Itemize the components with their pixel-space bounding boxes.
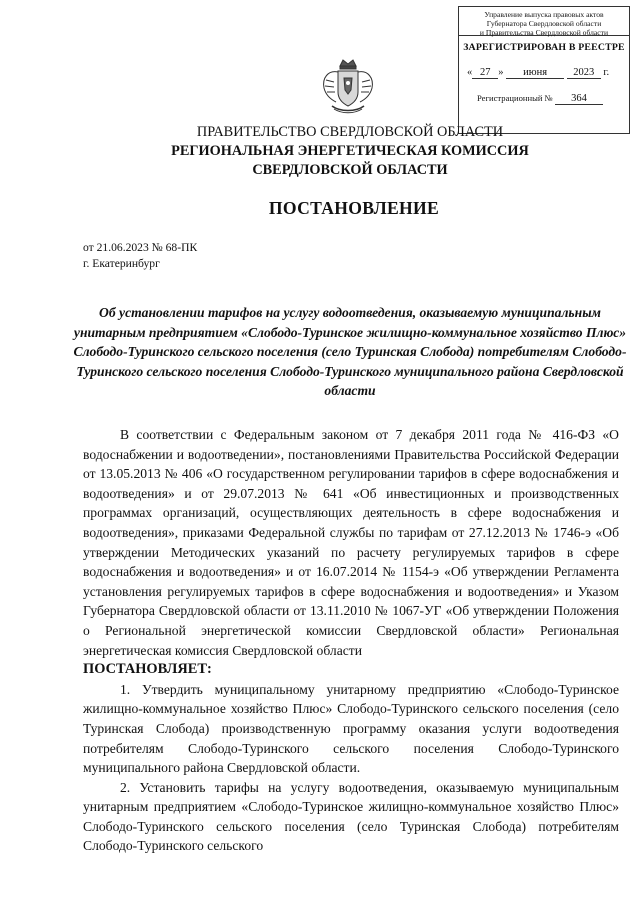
body-item-1: 1. Утвердить муниципальному унитарному предприятию «Слободо-Туринское жилищно-коммунальное хозяйство Плюс» Слободо-Туринского сельского поселения (село Туринская Слобода) производственную программу оказания услуги водоотведения потребителям Слободо-Туринского сельского поселения Слободо-Туринского муниципального района Свердловской области. <box>83 681 619 776</box>
stamp-header-line: и Правительства Свердловской области <box>479 28 609 37</box>
stamp-day: 27 <box>472 67 498 79</box>
org-line-commission: РЕГИОНАЛЬНАЯ ЭНЕРГЕТИЧЕСКАЯ КОМИССИЯ <box>171 143 529 159</box>
stamp-quote-close: » <box>498 67 504 78</box>
document-body <box>83 425 619 856</box>
coat-of-arms-icon <box>318 56 378 118</box>
stamp-header-line: Управление выпуска правовых актов <box>484 10 604 19</box>
org-line-region: СВЕРДЛОВСКОЙ ОБЛАСТИ <box>252 162 448 178</box>
stamp-reg-number <box>459 93 629 105</box>
org-line-government: ПРАВИТЕЛЬСТВО СВЕРДЛОВСКОЙ ОБЛАСТИ <box>196 124 504 140</box>
stamp-registered-label: ЗАРЕГИСТРИРОВАН В РЕЕСТРЕ <box>463 42 625 53</box>
body-item-2: 2. Установить тарифы на услугу водоотведения, оказываемую муниципальным унитарным предприятием «Слободо-Туринское жилищно-коммунальное хозяйство Плюс» Слободо-Туринского сельского поселения (село Туринская Слобода) потребителям Слободо-Туринского сельского <box>83 779 619 854</box>
stamp-reg-number-value: 364 <box>555 93 603 105</box>
body-resolve-heading: ПОСТАНОВЛЯЕТ: <box>83 661 212 678</box>
stamp-date <box>459 67 629 79</box>
stamp-year: 2023 <box>567 67 601 79</box>
stamp-month: июня <box>506 67 564 79</box>
stamp-year-suffix: г. <box>603 67 610 78</box>
stamp-header-line: Губернатора Свердловской области <box>486 19 602 28</box>
stamp-header <box>459 7 629 36</box>
stamp-quote-open: « <box>467 67 473 78</box>
document-city: г. Екатеринбург <box>83 257 160 270</box>
registry-stamp <box>458 6 630 134</box>
stamp-reg-number-label: Регистрационный № <box>477 93 553 103</box>
document-title: Об установлении тарифов на услугу водоотведения, оказываемую муниципальным унитарным предприятием «Слободо-Туринское жилищно-коммунальное хозяйство Плюс» Слободо-Туринского сельского поселения (село Туринская Слобода) потребителям Слободо-Туринского сельского поселения Слободо-Туринского муниципального района Свердловской области <box>73 305 627 399</box>
document-date-number: от 21.06.2023 № 68-ПК <box>83 241 198 254</box>
document-type: ПОСТАНОВЛЕНИЕ <box>268 198 440 218</box>
body-preamble: В соответствии с Федеральным законом от 7 декабря 2011 года № 416-ФЗ «О водоснабжении и водоотведении», постановлениями Правительства Российской Федерации от 13.05.2013 № 406 «О государственном регулировании тарифов в сфере водоснабжения и водоотведения» и от 29.07.2013 № 641 «Об инвестиционных и производственных программах организаций, осуществляющих деятельность в сфере водоснабжения и водоотведения», приказами Федеральной службы по тарифам от 27.12.2013 № 1746-э «Об утверждении Методических указаний по расчету регулируемых тарифов в сфере водоснабжения и водоотведения» и от 16.07.2014 № 1154-э «Об утверждении Регламента установления регулируемых тарифов в сфере водоснабжения и водоотведения» и Указом Губернатора Свердловской области от 13.11.2010 № 1067-УГ «Об утверждении Положения о Региональной энергетической комиссии Свердловской области» Региональная энергетическая комиссия Свердловской области <box>83 427 619 658</box>
